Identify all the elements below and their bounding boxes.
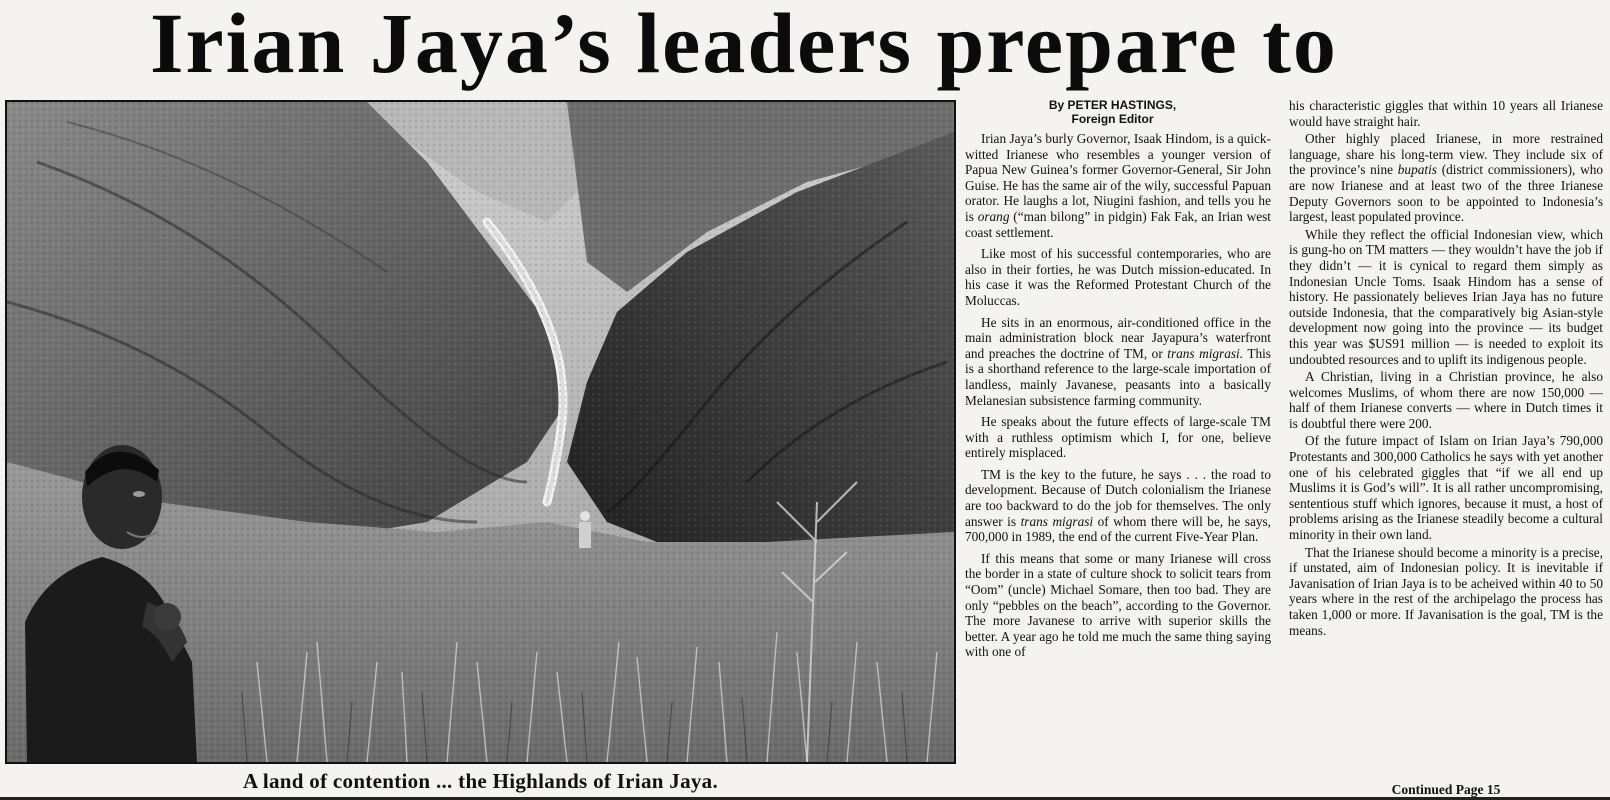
paragraph: A Christian, living in a Christian province, he also welcomes Muslims, of whom there are now 150,000 — half of them Irianese converts — where in Dutch times it is doubtful there were 200. — [1289, 369, 1603, 431]
paragraph: Other highly placed Irianese, in more restrained language, share his long-term view. They include six of the province’s nine bupatis (district commissioners), who are now Irianese and at least two of the three Irianese Deputy Governors soon to be appointed to Indonesia’s largest, least populated province. — [1289, 131, 1603, 225]
paragraph: Like most of his successful contemporaries, who are also in their forties, he was Dutch mission-educated. In his case it was the Reformed Protestant Church of the Moluccas. — [965, 246, 1271, 308]
headline: Irian Jaya’s leaders prepare to — [150, 0, 1338, 91]
paragraph: While they reflect the official Indonesian view, which is gung-ho on TM matters — they wouldn’t have the job if they didn’t — it is cynical to regard them simply as Indonesian Uncle Toms. Isaak Hindom has a sense of history. He passionately believes Irian Jaya has no future outside Indonesia, that the comparatively big Asian-style development now going into the province — its budget this year was $US91 million — is needed to exploit its undoubted resources and to uplift its indigenous people. — [1289, 226, 1603, 367]
photo-caption: A land of contention ... the Highlands of Irian Jaya. — [242, 769, 719, 793]
byline-role: Foreign Editor — [1071, 112, 1154, 126]
paragraph: Irian Jaya’s burly Governor, Isaak Hindom, is a quick-witted Irianese who resembles a younger version of Papua New Guinea’s former Governor-General, Sir John Guise. He has the same air of the wily, successful Papuan orator. He laughs a lot, Niugini fashion, and tells you he is orang (“man bilong” in pidgin) Fak Fak, an Irian west coast settlement. — [965, 131, 1271, 240]
paragraph: TM is the key to the future, he says . . . the road to development. Because of Dutch colonialism the Irianese are too backward to do the job for themselves. The only answer is trans migrasi of whom there will be, he says, 700,000 in 1989, the end of the current Five-Year Plan. — [965, 466, 1271, 545]
article-column-1 — [965, 131, 1271, 799]
paragraph: If this means that some or many Irianese will cross the border in a state of culture shock to solicit tears from “Oom” (uncle) Michael Somare, then too bad. They are only “pebbles on the beach”, according to the Governor. The more Javanese to arrive with superior skills the better. A year ago he told me much the same thing saying with one of — [965, 550, 1271, 660]
byline-author: By PETER HASTINGS, — [1048, 98, 1177, 112]
paragraph: He speaks about the future effects of large-scale TM with a ruthless optimism which I, for one, believe entirely misplaced. — [965, 414, 1271, 461]
continued-page-link[interactable]: Continued Page 15 — [1391, 782, 1501, 797]
highlands-photo — [5, 100, 956, 764]
paragraph: That the Irianese should become a minority is a precise, if unstated, aim of Indonesian policy. It is inevitable if Javanisation of Irian Jaya is to be acheived within 40 to 50 years where in the rest of the archipelago the process has taken 1,000 or more. If Javanisation is the goal, TM is the means. — [1289, 544, 1603, 638]
article-column-2 — [1289, 98, 1603, 780]
landscape-photo-icon — [7, 102, 954, 762]
byline — [960, 98, 1265, 126]
paragraph: Of the future impact of Islam on Irian Jaya’s 790,000 Protestants and 300,000 Catholics he says with yet another one of his celebrated giggles that “if we all end up Muslims it is God’s will”. It is all rather uncompromising, sententious stuff which ignores, because it must, a host of problems arising as the Irianese steadily become a cultural minority in their own land. — [1289, 433, 1603, 543]
paragraph: He sits in an enormous, air-conditioned office in the main administration block near Jayapura’s waterfront and preaches the doctrine of TM, or trans migrasi. This is a shorthand reference to the large-scale importation of landless, mainly Javanese, peasants into a basically Melanesian subsistence farming community. — [965, 314, 1271, 408]
paragraph: his characteristic giggles that within 10 years all Irianese would have straight hair. — [1289, 98, 1603, 129]
